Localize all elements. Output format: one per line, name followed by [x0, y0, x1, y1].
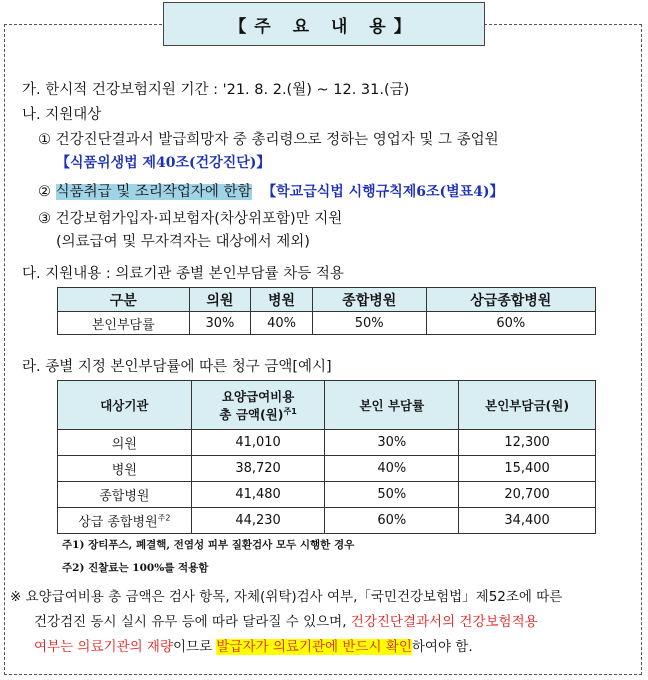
claim-example-table — [57, 380, 596, 534]
table-cell — [58, 508, 192, 534]
table-cell: 41,010 — [191, 430, 325, 456]
table-cell: 38,720 — [191, 456, 325, 482]
footer-text: 이므로 — [173, 639, 217, 655]
table-cell: 60% — [325, 508, 459, 534]
item-na: 나. 지원대상 — [22, 107, 102, 123]
table-header: 병원 — [251, 288, 313, 312]
table-header — [191, 381, 325, 430]
item-ga: 가. 한시적 건강보험지원 기간 : '21. 8. 2.(월) ~ 12. 31.(금) — [22, 82, 410, 98]
table-row — [58, 482, 596, 508]
table-cell: 40% — [251, 312, 313, 335]
table-header-text: 총 금액(원) — [219, 407, 284, 422]
footer-highlight-text: 발급자가 의료기관에 반드시 확인 — [216, 639, 412, 655]
table-cell: 본인부담률 — [58, 312, 190, 335]
table-cell: 30% — [325, 430, 459, 456]
table-row — [58, 312, 596, 335]
table-cell: 40% — [325, 456, 459, 482]
table-cell: 60% — [426, 312, 595, 335]
footer-line-1: ※ 요양급여비용 총 금액은 검사 항목, 자체(위탁)검사 여부,「국민건강보험법」제52조에 따른 — [10, 589, 563, 605]
table-header: 본인부담금(원) — [459, 381, 596, 430]
table-header-line: 요양급여비용 — [221, 389, 295, 404]
footnote-marker: 주2 — [157, 513, 171, 523]
table-cell: 41,480 — [191, 482, 325, 508]
table-row — [58, 430, 596, 456]
criteria-2 — [38, 180, 504, 201]
criteria-1: ① 건강진단결과서 발급희망자 중 총리령으로 정하는 영업자 및 그 종업원 — [38, 132, 499, 148]
table-cell: 34,400 — [459, 508, 596, 534]
table-header: 종합병원 — [312, 288, 426, 312]
table-cell: 20,700 — [459, 482, 596, 508]
table-cell: 50% — [312, 312, 426, 335]
copay-rate-table — [57, 287, 596, 335]
footer-line-2 — [34, 610, 538, 630]
footnote-2: 주2) 진찰료는 100%를 적용함 — [62, 562, 209, 574]
item-da: 다. 지원내용 : 의료기관 종별 본인부담률 차등 적용 — [22, 266, 344, 282]
table-cell: 50% — [325, 482, 459, 508]
table-cell: 30% — [189, 312, 251, 335]
criteria-2-ref: 【학교급식법 시행규칙제6조(별표4)】 — [262, 184, 504, 200]
footer-warning-text: 건강진단결과서의 건강보험적용 — [350, 614, 538, 630]
table-header: 본인 부담률 — [325, 381, 459, 430]
page-title: 【주 요 내 용】 — [163, 2, 485, 46]
table-header: 대상기관 — [58, 381, 192, 430]
footnote-marker: 주1 — [283, 406, 297, 416]
table-cell-text: 상급 종합병원 — [78, 515, 158, 530]
footnote-1: 주1) 장티푸스, 폐결핵, 전염성 피부 질환검사 모두 시행한 경우 — [62, 539, 355, 551]
table-cell: 의원 — [58, 430, 192, 456]
table-cell: 12,300 — [459, 430, 596, 456]
table-header-row — [58, 288, 596, 312]
table-header: 상급종합병원 — [426, 288, 595, 312]
table-header-line — [192, 405, 325, 423]
table-cell: 44,230 — [191, 508, 325, 534]
table-header-row — [58, 381, 596, 430]
footer-line-3 — [34, 635, 473, 655]
footer-text: 하여야 함. — [411, 639, 473, 655]
footer-text: 건강검진 동시 실시 유무 등에 따라 달라질 수 있으며, — [34, 614, 351, 630]
criteria-3-sub: (의료급여 및 무자격자는 대상에서 제외) — [56, 234, 310, 250]
footer-warning-text: 여부는 의료기관의 재량 — [34, 639, 173, 655]
table-row — [58, 456, 596, 482]
table-header: 의원 — [189, 288, 251, 312]
table-header: 구분 — [58, 288, 190, 312]
criteria-3: ③ 건강보험가입자·피보험자(차상위포함)만 지원 — [38, 211, 343, 227]
criteria-2-text: 식품취급 및 조리작업자에 한함 — [55, 184, 252, 200]
table-cell: 병원 — [58, 456, 192, 482]
table-row — [58, 508, 596, 534]
criteria-1-ref: 【식품위생법 제40조(건강진단)】 — [56, 155, 271, 171]
table-cell: 종합병원 — [58, 482, 192, 508]
table-cell: 15,400 — [459, 456, 596, 482]
criteria-2-prefix: ② — [38, 184, 56, 200]
item-ra: 라. 종별 지정 본인부담률에 따른 청구 금액[예시] — [22, 359, 332, 375]
